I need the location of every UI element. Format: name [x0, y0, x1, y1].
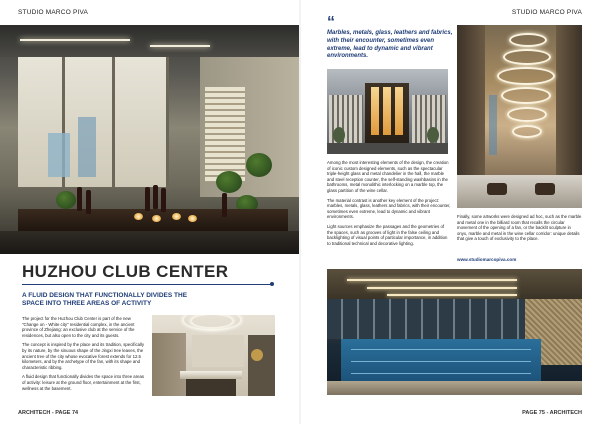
website-link[interactable]: www.studiomarcopiva.com	[457, 257, 517, 262]
plaza-ground	[327, 143, 448, 154]
page-gutter	[299, 0, 301, 424]
pool-lane-line	[351, 361, 531, 362]
dark-door	[248, 335, 275, 396]
body-paragraph: The concept is inspired by the place and its tradition, specifically by its nature, by the sinuous shape of the Jingxi tree leaves, the ancient tree of the city whose evocative forest extends for 12.5 kilometers, and by the archetype of the fan, with its shape and characteristic ribbing.	[22, 342, 145, 370]
wine-bottle	[77, 187, 82, 211]
body-paragraph: A fluid design that functionally divides the space into three areas of activity: leisure at the ground floor, entertainment at the first, wellness at the basement.	[22, 374, 145, 391]
swimming-pool-photo	[327, 269, 582, 395]
gold-art-disc	[251, 349, 263, 361]
tree	[333, 127, 345, 143]
tree	[427, 127, 439, 143]
billiard-room-photo	[152, 315, 275, 396]
lounge-chair	[535, 183, 555, 195]
left-page-footer: ARCHITECH - PAGE 74	[18, 410, 79, 416]
wine-bottle	[161, 188, 166, 212]
marble-floor	[457, 175, 582, 208]
ceiling-light-groove	[347, 279, 517, 281]
quote-mark: “	[327, 14, 335, 31]
building-facade-photo	[327, 69, 448, 154]
pull-quote: Marbles, metals, glass, leathers and fabrics, with their encounter, sometimes even extreme, lead to dynamic and vibrant environments.	[327, 30, 453, 60]
billiard-table-base	[186, 379, 236, 396]
wine-bottle	[86, 190, 91, 214]
pool-lane-line	[351, 349, 531, 350]
wine-display-shelf	[205, 87, 245, 182]
right-body-text-col1	[327, 160, 451, 250]
facade-light	[371, 87, 379, 135]
wall-panel	[192, 335, 244, 367]
topiary-plant	[246, 153, 272, 177]
wood-wall	[152, 333, 186, 396]
body-paragraph: The material contrast is another key element of the project: marbles, metals, glass, leathers and fabrics, with their encounter, sometimes even extreme, lead to dynamic and vibrant environments.	[327, 197, 451, 220]
body-paragraph: Among the most interesting elements of the design, the creation of iconic custom designed elements, such as the spectacular triple-height glass and metal chandelier in the hall, the marble and steel reception counter, the self-standing washbasins in the bathrooms, metal monolithic interlocking on a marble top, the glass partition of the wine cellar.	[327, 160, 449, 193]
body-paragraph: Light sources emphasize the passages and the geometries of the spaces, such as grooves of light in the false ceiling and backlighting of visual points of particular importance, in addition to traditional technical and decorative lighting.	[327, 223, 448, 246]
right-page-header: STUDIO MARCO PIVA	[511, 9, 582, 16]
wine-bottle	[145, 187, 150, 211]
candle-light	[172, 213, 181, 220]
billiard-table-top	[180, 371, 242, 379]
chandelier-ring	[503, 49, 551, 65]
candle-light	[152, 215, 161, 222]
window-mullion	[112, 57, 115, 187]
wine-bottle	[153, 185, 158, 209]
lounge-chair	[487, 183, 507, 195]
chandelier-ring	[509, 33, 547, 47]
chandelier-ring	[501, 87, 551, 104]
title-rule-dot	[270, 282, 274, 286]
left-page-header: STUDIO MARCO PIVA	[18, 9, 89, 16]
page-title: HUZHOU CLUB CENTER	[22, 262, 229, 281]
topiary-plant	[216, 171, 242, 193]
chandelier-ring	[512, 125, 542, 138]
lounge-photo	[0, 25, 299, 254]
interior-glimpse	[78, 117, 96, 177]
pool-lane-line	[351, 373, 531, 374]
floor	[0, 231, 299, 254]
chandelier-ring	[497, 67, 555, 85]
title-rule	[22, 284, 272, 285]
chandelier-ring	[507, 107, 547, 122]
wine-bottle	[222, 193, 227, 217]
right-page-footer: PAGE 75 - ARCHITECH	[522, 410, 582, 416]
ceiling	[0, 25, 299, 57]
page-subtitle: A FLUID DESIGN THAT FUNCTIONALLY DIVIDES THE SPACE INTO THREE AREAS OF ACTIVITY	[22, 292, 188, 307]
body-paragraph: The project for the Huzhou Club Center is part of the new "Change on - White city" residential complex, in the ancient province of Zhejiang: an exclusive club at the service of the residences, but also open to the city and its guests.	[22, 316, 135, 338]
lobby-chandelier-photo	[457, 25, 582, 208]
ceiling-light-groove	[367, 287, 517, 289]
blue-window	[489, 95, 497, 155]
body-paragraph: Finally, some artworks were designed ad hoc, such as the marble and metal one in the billiard room that recalls the circular movement of the opening of a fan, or the backlit sculpture in onyx, marble and metal in the wine cellar corridor: unique details that give a touch of exclusivity to the place.	[457, 214, 582, 242]
ceiling-light-strip	[150, 45, 210, 47]
ceiling-light-groove	[387, 294, 517, 296]
pool-deck	[327, 381, 582, 395]
facade-light	[383, 87, 391, 135]
right-body-text-col2	[457, 214, 582, 246]
candle-light	[134, 213, 143, 220]
window-mullion	[166, 57, 169, 187]
left-body-text	[22, 316, 147, 395]
topiary-plant	[56, 191, 76, 209]
facade-light	[395, 87, 403, 135]
candle-light	[188, 215, 197, 222]
ceiling-light-strip	[20, 39, 130, 41]
interior-glimpse	[48, 133, 70, 177]
